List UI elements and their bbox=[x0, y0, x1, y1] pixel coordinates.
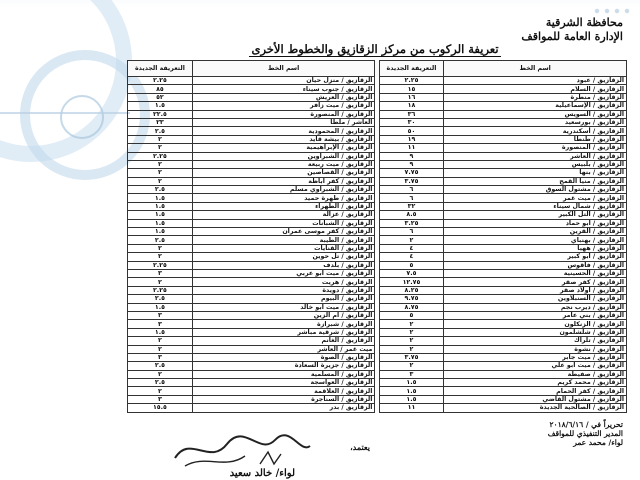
route-name: الزقازيق / ميت ربيعة bbox=[192, 160, 375, 168]
route-name: الزقازيق / السويس bbox=[444, 110, 627, 118]
route-name: الزقازيق / نشوة bbox=[444, 345, 627, 353]
governorate-name: محافظة الشرقية bbox=[545, 16, 623, 29]
route-name: الزقازيق / منزل حيان bbox=[192, 77, 375, 85]
table-row bbox=[128, 102, 627, 110]
route-fare: ٢ bbox=[128, 244, 193, 252]
column-gap bbox=[375, 135, 379, 143]
route-name: الزقازيق / المنصورة bbox=[444, 144, 627, 152]
route-fare: ٣٢ bbox=[379, 202, 444, 210]
route-name: الزقازيق / الزنكلون bbox=[444, 320, 627, 328]
route-name: الزقازيق / بورسعيد bbox=[444, 118, 627, 126]
route-name: الزقازيق / أبو كبير bbox=[444, 253, 627, 261]
route-name: الزقازيق / بلبيس bbox=[444, 160, 627, 168]
route-fare: ٢ bbox=[128, 278, 193, 286]
route-name: الزقازيق / المحمودية bbox=[192, 127, 375, 135]
column-gap bbox=[375, 278, 379, 286]
route-fare: ٣ bbox=[128, 269, 193, 277]
route-fare: ٢ bbox=[128, 345, 193, 353]
column-gap bbox=[375, 144, 379, 152]
route-fare: ٢.٥ bbox=[128, 379, 193, 387]
route-name: الزقازيق / صفيطة bbox=[444, 370, 627, 378]
table-row bbox=[128, 295, 627, 303]
column-gap bbox=[375, 61, 379, 77]
route-fare: ٢ bbox=[128, 144, 193, 152]
route-fare: ٢ bbox=[379, 236, 444, 244]
route-name: الزقازيق / مشتول السوق bbox=[444, 186, 627, 194]
governor-name: لواء/ خالد سعيد bbox=[229, 468, 295, 479]
table-row bbox=[128, 77, 627, 85]
column-gap bbox=[375, 353, 379, 361]
route-name: الزقازيق / المنصورة bbox=[192, 110, 375, 118]
route-fare: ٣ bbox=[128, 353, 193, 361]
route-fare: ٢ bbox=[128, 387, 193, 395]
route-name: الزقازيق / أولاد صقر bbox=[444, 286, 627, 294]
route-fare: ٢ bbox=[379, 320, 444, 328]
route-fare: ٣٦ bbox=[379, 110, 444, 118]
route-fare: ٣.٢٥ bbox=[379, 219, 444, 227]
route-fare: ٩ bbox=[379, 160, 444, 168]
route-name: الزقازيق / عبود bbox=[444, 77, 627, 85]
route-fare: ٢ bbox=[128, 135, 193, 143]
table-row bbox=[128, 362, 627, 370]
route-name: الزقازيق / منطرة bbox=[444, 93, 627, 101]
route-name: الزقازيق / الشبراوي مسلم bbox=[192, 186, 375, 194]
column-gap bbox=[375, 118, 379, 126]
route-name: الزقازيق / بنها bbox=[444, 169, 627, 177]
route-fare: ١.٥ bbox=[379, 379, 444, 387]
column-gap bbox=[375, 253, 379, 261]
route-fare: ٣.٧٥ bbox=[379, 177, 444, 185]
column-gap bbox=[375, 404, 379, 412]
table-row bbox=[128, 379, 627, 387]
route-name: الزقازيق / المسلمية bbox=[192, 370, 375, 378]
column-gap bbox=[375, 345, 379, 353]
column-gap bbox=[375, 303, 379, 311]
route-name: الزقازيق / كفر أباظة bbox=[192, 177, 375, 185]
document-header bbox=[521, 16, 623, 44]
route-fare: ٣ bbox=[128, 311, 193, 319]
column-gap bbox=[375, 236, 379, 244]
table-row bbox=[128, 395, 627, 403]
route-name: الزقازيق / تل حوين bbox=[192, 253, 375, 261]
ring-decoration bbox=[60, 95, 104, 139]
route-name: الزقازيق / منيا القمح bbox=[444, 177, 627, 185]
route-fare: ١.٥ bbox=[128, 211, 193, 219]
route-fare: ٩ bbox=[379, 152, 444, 160]
route-fare: ١.٥ bbox=[128, 303, 193, 311]
column-header-fare: التعريفة الجديدة bbox=[128, 61, 193, 77]
column-gap bbox=[375, 244, 379, 252]
route-name: الزقازيق / بلدف bbox=[192, 261, 375, 269]
route-fare: ٢ bbox=[128, 337, 193, 345]
route-name: الزقازيق / محمد كريم bbox=[444, 379, 627, 387]
table-row bbox=[128, 404, 627, 412]
table-row bbox=[128, 85, 627, 93]
table-header-row bbox=[128, 61, 627, 77]
table-row bbox=[128, 286, 627, 294]
route-name: الزقازيق / الغانم bbox=[192, 337, 375, 345]
table-row bbox=[128, 127, 627, 135]
table-row bbox=[128, 135, 627, 143]
column-header-fare: التعريفة الجديدة bbox=[379, 61, 444, 77]
route-fare: ٢٢.٥ bbox=[128, 110, 193, 118]
column-gap bbox=[375, 320, 379, 328]
column-gap bbox=[375, 186, 379, 194]
route-name: الزقازيق / البيوم bbox=[192, 295, 375, 303]
column-gap bbox=[375, 370, 379, 378]
route-name: الزقازيق / أبو حماد bbox=[444, 219, 627, 227]
route-fare: ٢ bbox=[379, 328, 444, 336]
column-header-name: اسم الخط bbox=[192, 61, 375, 77]
route-fare: ٢ bbox=[379, 345, 444, 353]
table-row bbox=[128, 353, 627, 361]
table-row bbox=[128, 202, 627, 210]
route-fare: ٣٠ bbox=[379, 118, 444, 126]
route-fare: ٥ bbox=[379, 261, 444, 269]
route-fare: ١٨ bbox=[379, 102, 444, 110]
route-name: الزقازيق / ميت زافر bbox=[192, 102, 375, 110]
route-fare: ٢ bbox=[379, 337, 444, 345]
table-row bbox=[128, 236, 627, 244]
route-name: الزقازيق / مشتول القاضي bbox=[444, 395, 627, 403]
table-row bbox=[128, 328, 627, 336]
table-row bbox=[128, 186, 627, 194]
top-band-decoration bbox=[0, 0, 640, 8]
route-name: الزقازيق / الإبراهيمية bbox=[192, 144, 375, 152]
route-name: الزقازيق / بني عامر bbox=[444, 311, 627, 319]
route-name: الزقازيق / كفر موسى عمران bbox=[192, 228, 375, 236]
route-name: الزقازيق / جنوب سيناء bbox=[192, 85, 375, 93]
route-name: الزقازيق / الشبراوين bbox=[192, 152, 375, 160]
route-fare: ٦ bbox=[379, 186, 444, 194]
document-page bbox=[115, 8, 635, 478]
route-fare: ١٦ bbox=[379, 93, 444, 101]
column-gap bbox=[375, 85, 379, 93]
route-name: الزقازيق / ميت جابر bbox=[444, 353, 627, 361]
route-name: الزقازيق / الصالحية الجديدة bbox=[444, 404, 627, 412]
route-name: الزقازيق / ههيا bbox=[444, 244, 627, 252]
column-gap bbox=[375, 379, 379, 387]
ring-decoration bbox=[0, 0, 132, 162]
route-fare: ٧.٥ bbox=[379, 269, 444, 277]
route-name: الزقازيق / السنبلاوين bbox=[444, 295, 627, 303]
route-name: الزقازيق / الإسماعيلية bbox=[444, 102, 627, 110]
department-name: الإدارة العامة للمواقف bbox=[521, 30, 623, 43]
route-fare: ٥ bbox=[379, 311, 444, 319]
route-name: الزقازيق / شرقية مباشر bbox=[192, 328, 375, 336]
route-name: الزقازيق / جزيرة السعادة bbox=[192, 362, 375, 370]
column-gap bbox=[375, 228, 379, 236]
column-gap bbox=[375, 328, 379, 336]
route-fare: ١٥ bbox=[379, 85, 444, 93]
table-row bbox=[128, 177, 627, 185]
route-name: الزقازيق / فاقوس bbox=[444, 261, 627, 269]
route-fare: ٦ bbox=[379, 194, 444, 202]
route-fare: ٢ bbox=[128, 370, 193, 378]
date-line: تحريراً في / ٢٠١٨/٦/١٦ bbox=[549, 420, 623, 429]
route-fare: ٢ bbox=[128, 253, 193, 261]
route-name: الزقازيق / بدر bbox=[192, 404, 375, 412]
route-name: الزقازيق / ديرب نجم bbox=[444, 303, 627, 311]
table-row bbox=[128, 303, 627, 311]
route-fare: ٨٥ bbox=[128, 85, 193, 93]
route-fare: ٢ bbox=[128, 160, 193, 168]
table-row bbox=[128, 337, 627, 345]
route-name: الزقازيق / أسكندرية bbox=[444, 127, 627, 135]
route-fare: ٨.٥ bbox=[379, 211, 444, 219]
route-name: الزقازيق / التل الكبير bbox=[444, 211, 627, 219]
route-name: الزقازيق / ميت غمر bbox=[444, 194, 627, 202]
route-name: الزقازيق / هريت bbox=[192, 278, 375, 286]
route-fare: ٢ bbox=[379, 362, 444, 370]
route-fare: ١٩ bbox=[379, 135, 444, 143]
route-name: الزقازيق / ميت أبو علي bbox=[444, 362, 627, 370]
route-name: الزقازيق / شلشلمون bbox=[444, 328, 627, 336]
route-fare: ٢.٢٥ bbox=[128, 286, 193, 294]
table-row bbox=[128, 93, 627, 101]
route-name: الزقازيق / القرين bbox=[444, 228, 627, 236]
table-row bbox=[128, 311, 627, 319]
table-row bbox=[128, 152, 627, 160]
executive-director-block bbox=[548, 420, 623, 447]
table-row bbox=[128, 169, 627, 177]
route-fare: ٢.٥ bbox=[128, 295, 193, 303]
column-gap bbox=[375, 127, 379, 135]
route-fare: ١.٥ bbox=[128, 194, 193, 202]
route-fare: ٥٠ bbox=[379, 127, 444, 135]
route-name: الزقازيق / تلراك bbox=[444, 337, 627, 345]
route-name: الزقازيق / الصوة bbox=[192, 353, 375, 361]
route-fare: ٢ bbox=[128, 177, 193, 185]
column-gap bbox=[375, 202, 379, 210]
route-name: الزقازيق / طنطا bbox=[444, 135, 627, 143]
column-gap bbox=[375, 362, 379, 370]
column-gap bbox=[375, 395, 379, 403]
route-name: الزقازيق / دويدة bbox=[192, 286, 375, 294]
table-row bbox=[128, 345, 627, 353]
column-gap bbox=[375, 152, 379, 160]
route-name: الزقازيق / بهنباي bbox=[444, 236, 627, 244]
route-name: الزقازيق / ميت أبو عربي bbox=[192, 269, 375, 277]
table-row bbox=[128, 320, 627, 328]
table-row bbox=[128, 219, 627, 227]
route-fare: ٢.٢٥ bbox=[379, 77, 444, 85]
table-row bbox=[128, 278, 627, 286]
table-row bbox=[128, 144, 627, 152]
column-gap bbox=[375, 295, 379, 303]
table-row bbox=[128, 228, 627, 236]
table-row bbox=[128, 194, 627, 202]
approval-label: يعتمد، bbox=[350, 442, 370, 452]
route-fare: ٢.٢٥ bbox=[128, 261, 193, 269]
column-gap bbox=[375, 93, 379, 101]
fares-table bbox=[127, 60, 627, 413]
route-fare: ٤ bbox=[379, 253, 444, 261]
route-fare: ١.٥ bbox=[128, 328, 193, 336]
column-gap bbox=[375, 261, 379, 269]
route-name: الزقازيق / العواسجة bbox=[192, 379, 375, 387]
route-fare: ٢.٥ bbox=[128, 127, 193, 135]
table-row bbox=[128, 160, 627, 168]
route-fare: ٢٣ bbox=[128, 118, 193, 126]
column-gap bbox=[375, 211, 379, 219]
route-fare: ٤ bbox=[379, 244, 444, 252]
route-fare: ١.٥ bbox=[128, 228, 193, 236]
column-gap bbox=[375, 337, 379, 345]
table-row bbox=[128, 211, 627, 219]
route-name: الزقازيق / طهرة حميد bbox=[192, 194, 375, 202]
route-fare: ١٢.٧٥ bbox=[379, 278, 444, 286]
document-title: تعريفة الركوب من مركز الزقازيق والخطوط الأخرى bbox=[251, 42, 499, 56]
column-gap bbox=[375, 194, 379, 202]
route-name: الزقازيق / عزالة bbox=[192, 211, 375, 219]
table-row bbox=[128, 261, 627, 269]
route-name: الزقازيق / السناجرة bbox=[192, 395, 375, 403]
route-name: الزقازيق / ميت أبو خالد bbox=[192, 303, 375, 311]
route-fare: ١.٥ bbox=[379, 395, 444, 403]
route-fare: ٣.٧٥ bbox=[379, 353, 444, 361]
table-row bbox=[128, 244, 627, 252]
column-gap bbox=[375, 169, 379, 177]
route-name: الزقازيق / السلام bbox=[444, 85, 627, 93]
route-fare: ٢.٢٥ bbox=[128, 77, 193, 85]
route-name: الزقازيق / كفر صقر bbox=[444, 278, 627, 286]
route-name: الزقازيق / الحسينية bbox=[444, 269, 627, 277]
column-gap bbox=[375, 387, 379, 395]
route-name: الزقازيق / القصاصين bbox=[192, 169, 375, 177]
column-gap bbox=[375, 219, 379, 227]
route-name: الزقازيق / الطهراء bbox=[192, 202, 375, 210]
route-name: الزقازيق / الشبانات bbox=[192, 219, 375, 227]
route-name: الزقازيق / القنايات bbox=[192, 244, 375, 252]
route-fare: ٣ bbox=[379, 370, 444, 378]
line-decoration bbox=[0, 112, 130, 114]
table-row bbox=[128, 370, 627, 378]
director-title: المدير التنفيذي للمواقف bbox=[547, 429, 623, 438]
route-name: الزقازيق / الطيبة bbox=[192, 236, 375, 244]
column-gap bbox=[375, 77, 379, 85]
route-fare: ٣ bbox=[128, 395, 193, 403]
route-name: الزقازيق / شمال سيناء bbox=[444, 202, 627, 210]
column-gap bbox=[375, 177, 379, 185]
column-gap bbox=[375, 102, 379, 110]
route-name: العاشر / ملطا bbox=[192, 118, 375, 126]
route-fare: ٢ bbox=[128, 169, 193, 177]
table-row bbox=[128, 118, 627, 126]
route-fare: ١.٥ bbox=[128, 202, 193, 210]
route-fare: ١.٥ bbox=[128, 219, 193, 227]
route-fare: ٢.٢٥ bbox=[128, 152, 193, 160]
column-gap bbox=[375, 160, 379, 168]
route-name: الزقازيق / كفر الحمام bbox=[444, 387, 627, 395]
route-fare: ١.٥ bbox=[128, 102, 193, 110]
route-fare: ١٥.٥ bbox=[128, 404, 193, 412]
route-fare: ٥٢ bbox=[128, 93, 193, 101]
column-header-name: اسم الخط bbox=[444, 61, 627, 77]
route-fare: ٢.٥ bbox=[128, 362, 193, 370]
table-row bbox=[128, 269, 627, 277]
route-name: الزقازيق / العريش bbox=[192, 93, 375, 101]
table-row bbox=[128, 110, 627, 118]
column-gap bbox=[375, 269, 379, 277]
route-fare: ٧.٧٥ bbox=[379, 169, 444, 177]
route-fare: ١.٥ bbox=[379, 387, 444, 395]
route-fare: ٦ bbox=[379, 228, 444, 236]
column-gap bbox=[375, 110, 379, 118]
route-name: الزقازيق / أم الزين bbox=[192, 311, 375, 319]
route-fare: ٩.٧٥ bbox=[379, 295, 444, 303]
route-fare: ٢.٥ bbox=[128, 186, 193, 194]
column-gap bbox=[375, 286, 379, 294]
route-fare: ٢.٥ bbox=[128, 236, 193, 244]
route-fare: ٣ bbox=[128, 320, 193, 328]
table-row bbox=[128, 387, 627, 395]
route-name: الزقازيق / بيشة قايد bbox=[192, 135, 375, 143]
director-name: لواء/ محمد عمر bbox=[573, 438, 623, 447]
route-fare: ١١ bbox=[379, 404, 444, 412]
route-name: الزقازيق / العلاقمة bbox=[192, 387, 375, 395]
route-name: الزقازيق / شبرازة bbox=[192, 320, 375, 328]
route-fare: ٨.٢٥ bbox=[379, 286, 444, 294]
table-row bbox=[128, 253, 627, 261]
route-fare: ١١ bbox=[379, 144, 444, 152]
route-name: ميت غمر / العاشر bbox=[192, 345, 375, 353]
route-fare: ٨.٧٥ bbox=[379, 303, 444, 311]
column-gap bbox=[375, 311, 379, 319]
route-name: الزقازيق / العاشر bbox=[444, 152, 627, 160]
